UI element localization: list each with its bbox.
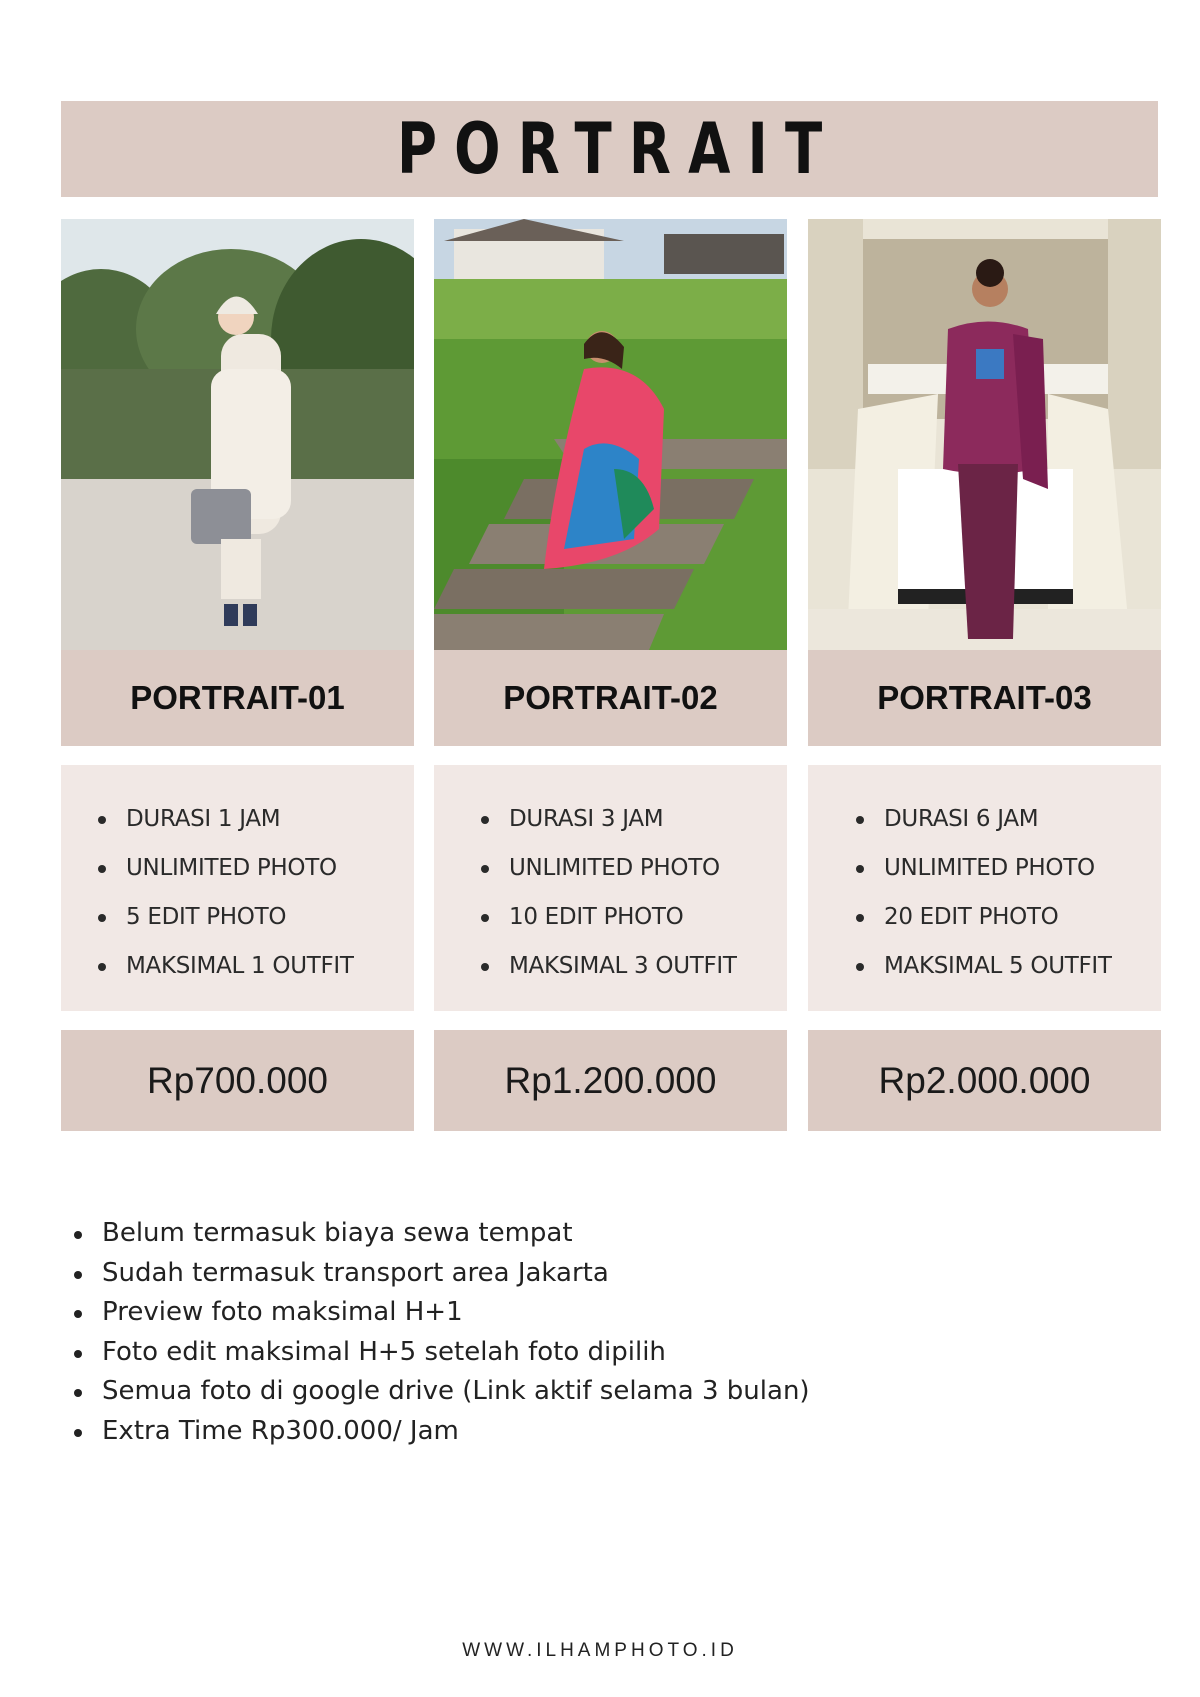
list-item: 20 EDIT PHOTO: [884, 893, 1112, 942]
list-item: Semua foto di google drive (Link aktif selama 3 bulan): [102, 1372, 810, 1412]
list-item: Preview foto maksimal H+1: [102, 1293, 810, 1333]
list-item: Foto edit maksimal H+5 setelah foto dipilih: [102, 1333, 810, 1373]
portrait-02-photo: [434, 219, 787, 650]
package-features: [61, 765, 414, 1011]
list-item: DURASI 1 JAM: [126, 795, 354, 844]
list-item: DURASI 6 JAM: [884, 795, 1112, 844]
list-item: UNLIMITED PHOTO: [509, 844, 737, 893]
list-item: MAKSIMAL 1 OUTFIT: [126, 942, 354, 991]
list-item: Belum termasuk biaya sewa tempat: [102, 1214, 810, 1254]
list-item: Extra Time Rp300.000/ Jam: [102, 1412, 810, 1452]
list-item: DURASI 3 JAM: [509, 795, 737, 844]
package-name: PORTRAIT-02: [434, 650, 787, 746]
package-name: PORTRAIT-01: [61, 650, 414, 746]
list-item: 10 EDIT PHOTO: [509, 893, 737, 942]
website-url: WWW.ILHAMPHOTO.ID: [462, 1640, 738, 1661]
list-item: MAKSIMAL 5 OUTFIT: [884, 942, 1112, 991]
package-features: [434, 765, 787, 1011]
list-item: UNLIMITED PHOTO: [126, 844, 354, 893]
terms-list: [102, 1214, 810, 1452]
list-item: 5 EDIT PHOTO: [126, 893, 354, 942]
portrait-03-photo: [808, 219, 1161, 650]
list-item: Sudah termasuk transport area Jakarta: [102, 1254, 810, 1294]
portrait-01-photo: [61, 219, 414, 650]
package-name: PORTRAIT-03: [808, 650, 1161, 746]
page-title: PORTRAIT: [396, 108, 840, 190]
package-price: Rp700.000: [61, 1030, 414, 1131]
package-price: Rp1.200.000: [434, 1030, 787, 1131]
package-price: Rp2.000.000: [808, 1030, 1161, 1131]
list-item: MAKSIMAL 3 OUTFIT: [509, 942, 737, 991]
list-item: UNLIMITED PHOTO: [884, 844, 1112, 893]
package-features: [808, 765, 1161, 1011]
title-banner: [61, 101, 1158, 197]
